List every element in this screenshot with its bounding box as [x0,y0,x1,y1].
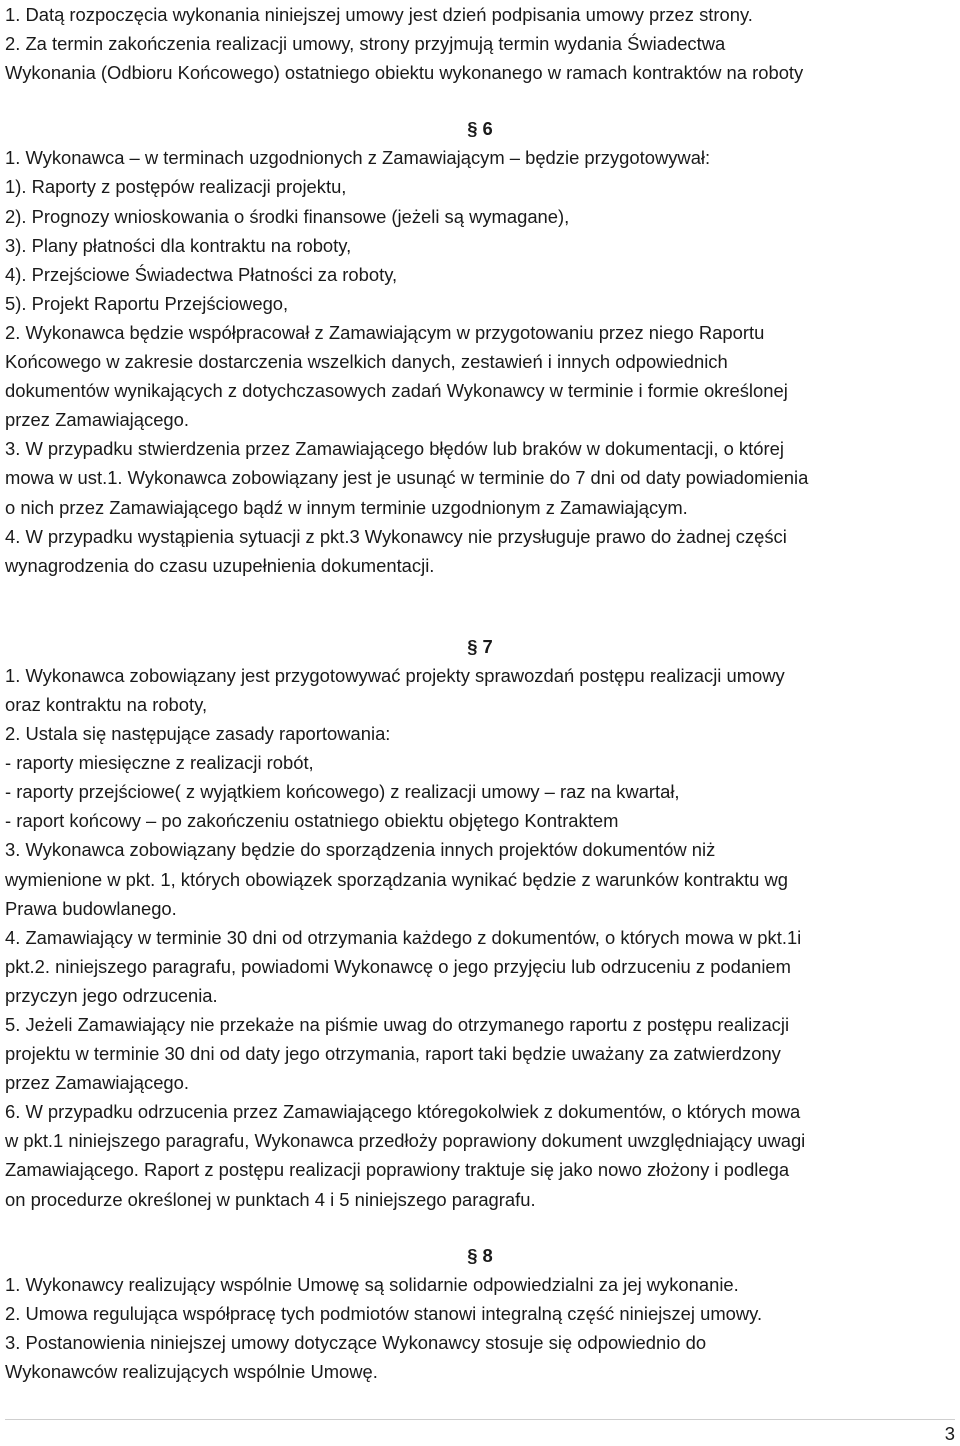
text-line: pkt.2. niniejszego paragrafu, powiadomi Wykonawcę o jego przyjęciu lub odrzuceniu z podaniem [5,955,791,977]
text-line: 2). Prognozy wnioskowania o środki finansowe (jeżeli są wymagane), [5,205,570,227]
section-5-tail [5,0,955,87]
text-line: 4). Przejściowe Świadectwa Płatności za roboty, [5,263,398,285]
text-line: 3. Wykonawca zobowiązany będzie do sporządzenia innych projektów dokumentów niż [5,839,716,861]
text-line: Końcowego w zakresie dostarczenia wszelkich danych, zestawień i innych odpowiednich [5,351,728,373]
text-line: 6. W przypadku odrzucenia przez Zamawiającego któregokolwiek z dokumentów, o których mowa [5,1101,801,1123]
section-8 [5,1241,955,1386]
text-line: - raport końcowy – po zakończeniu ostatniego obiektu objętego Kontraktem [5,810,619,832]
section-heading: § 8 [467,1244,493,1266]
text-line: Wykonania (Odbioru Końcowego) ostatniego obiektu wykonanego w ramach kontraktów na roboty [5,62,804,84]
spacer [5,1214,955,1241]
spacer [5,87,955,114]
text-line: 3. Postanowienia niniejszej umowy dotyczące Wykonawcy stosuje się odpowiednio do [5,1331,707,1353]
text-line: 4. W przypadku wystąpienia sytuacji z pkt.3 Wykonawcy nie przysługuje prawo do żadnej części [5,525,787,547]
text-line: 3). Plany płatności dla kontraktu na roboty, [5,234,352,256]
text-line: 2. Za termin zakończenia realizacji umowy, strony przyjmują termin wydania Świadectwa [5,33,726,55]
text-line: 1. Wykonawca zobowiązany jest przygotowywać projekty sprawozdań postępu realizacji umowy [5,664,785,686]
text-line: - raporty miesięczne z realizacji robót, [5,752,314,774]
text-line: przez Zamawiającego. [5,409,189,431]
text-line: 2. Ustala się następujące zasady raportowania: [5,723,391,745]
document-body [5,0,955,1386]
text-line: 1. Wykonawca – w terminach uzgodnionych z Zamawiającym – będzie przygotowywał: [5,147,711,169]
text-line: oraz kontraktu na roboty, [5,693,208,715]
section-7 [5,632,955,1214]
text-line: Wykonawców realizujących wspólnie Umowę. [5,1361,378,1383]
section-heading: § 7 [467,635,493,657]
text-line: on procedurze określonej w punktach 4 i 5 niniejszego paragrafu. [5,1188,536,1210]
text-line: mowa w ust.1. Wykonawca zobowiązany jest je usunąć w terminie do 7 dni od daty powiadomienia [5,467,809,489]
text-line: Zamawiającego. Raport z postępu realizacji poprawiony traktuje się jako nowo złożony i podlega [5,1159,790,1181]
text-line: - raporty przejściowe( z wyjątkiem końcowego) z realizacji umowy – raz na kwartał, [5,781,680,803]
text-line: o nich przez Zamawiającego bądź w innym terminie uzgodnionym z Zamawiającym. [5,496,688,518]
text-line: w pkt.1 niniejszego paragrafu, Wykonawca przedłoży poprawiony dokument uwzględniający uwagi [5,1130,806,1152]
text-line: 1. Datą rozpoczęcia wykonania niniejszej umowy jest dzień podpisania umowy przez strony. [5,4,753,25]
text-line: dokumentów wynikających z dotychczasowych zadań Wykonawcy w terminie i formie określonej [5,380,788,402]
text-line: 4. Zamawiający w terminie 30 dni od otrzymania każdego z dokumentów, o których mowa w pkt.1i [5,926,802,948]
text-line: przyczyn jego odrzucenia. [5,984,218,1006]
section-heading: § 6 [467,118,493,140]
footer-divider [5,1419,955,1420]
text-line: 5). Projekt Raportu Przejściowego, [5,292,289,314]
page-number: 3 [944,1423,955,1444]
text-line: 5. Jeżeli Zamawiający nie przekaże na piśmie uwag do otrzymanego raportu z postępu realizacji [5,1014,790,1035]
text-line: przez Zamawiającego. [5,1072,189,1094]
text-line: 2. Umowa regulująca współpracę tych podmiotów stanowi integralną część niniejszej umowy. [5,1302,763,1324]
section-6 [5,114,955,580]
text-line: 1). Raporty z postępów realizacji projektu, [5,176,347,198]
text-line: 3. W przypadku stwierdzenia przez Zamawiającego błędów lub braków w dokumentacji, o której [5,438,784,460]
text-line: wynagrodzenia do czasu uzupełnienia dokumentacji. [5,554,435,576]
text-line: projektu w terminie 30 dni od daty jego otrzymania, raport taki będzie uważany za zatwierdzony [5,1043,781,1065]
text-line: Prawa budowlanego. [5,897,177,919]
spacer [5,580,955,632]
text-line: 1. Wykonawcy realizujący wspólnie Umowę są solidarnie odpowiedzialni za jej wykonanie. [5,1273,739,1295]
text-line: wymienione w pkt. 1, których obowiązek sporządzania wynikać będzie z warunków kontraktu wg [5,868,788,890]
text-line: 2. Wykonawca będzie współpracował z Zamawiającym w przygotowaniu przez niego Raportu [5,321,765,343]
